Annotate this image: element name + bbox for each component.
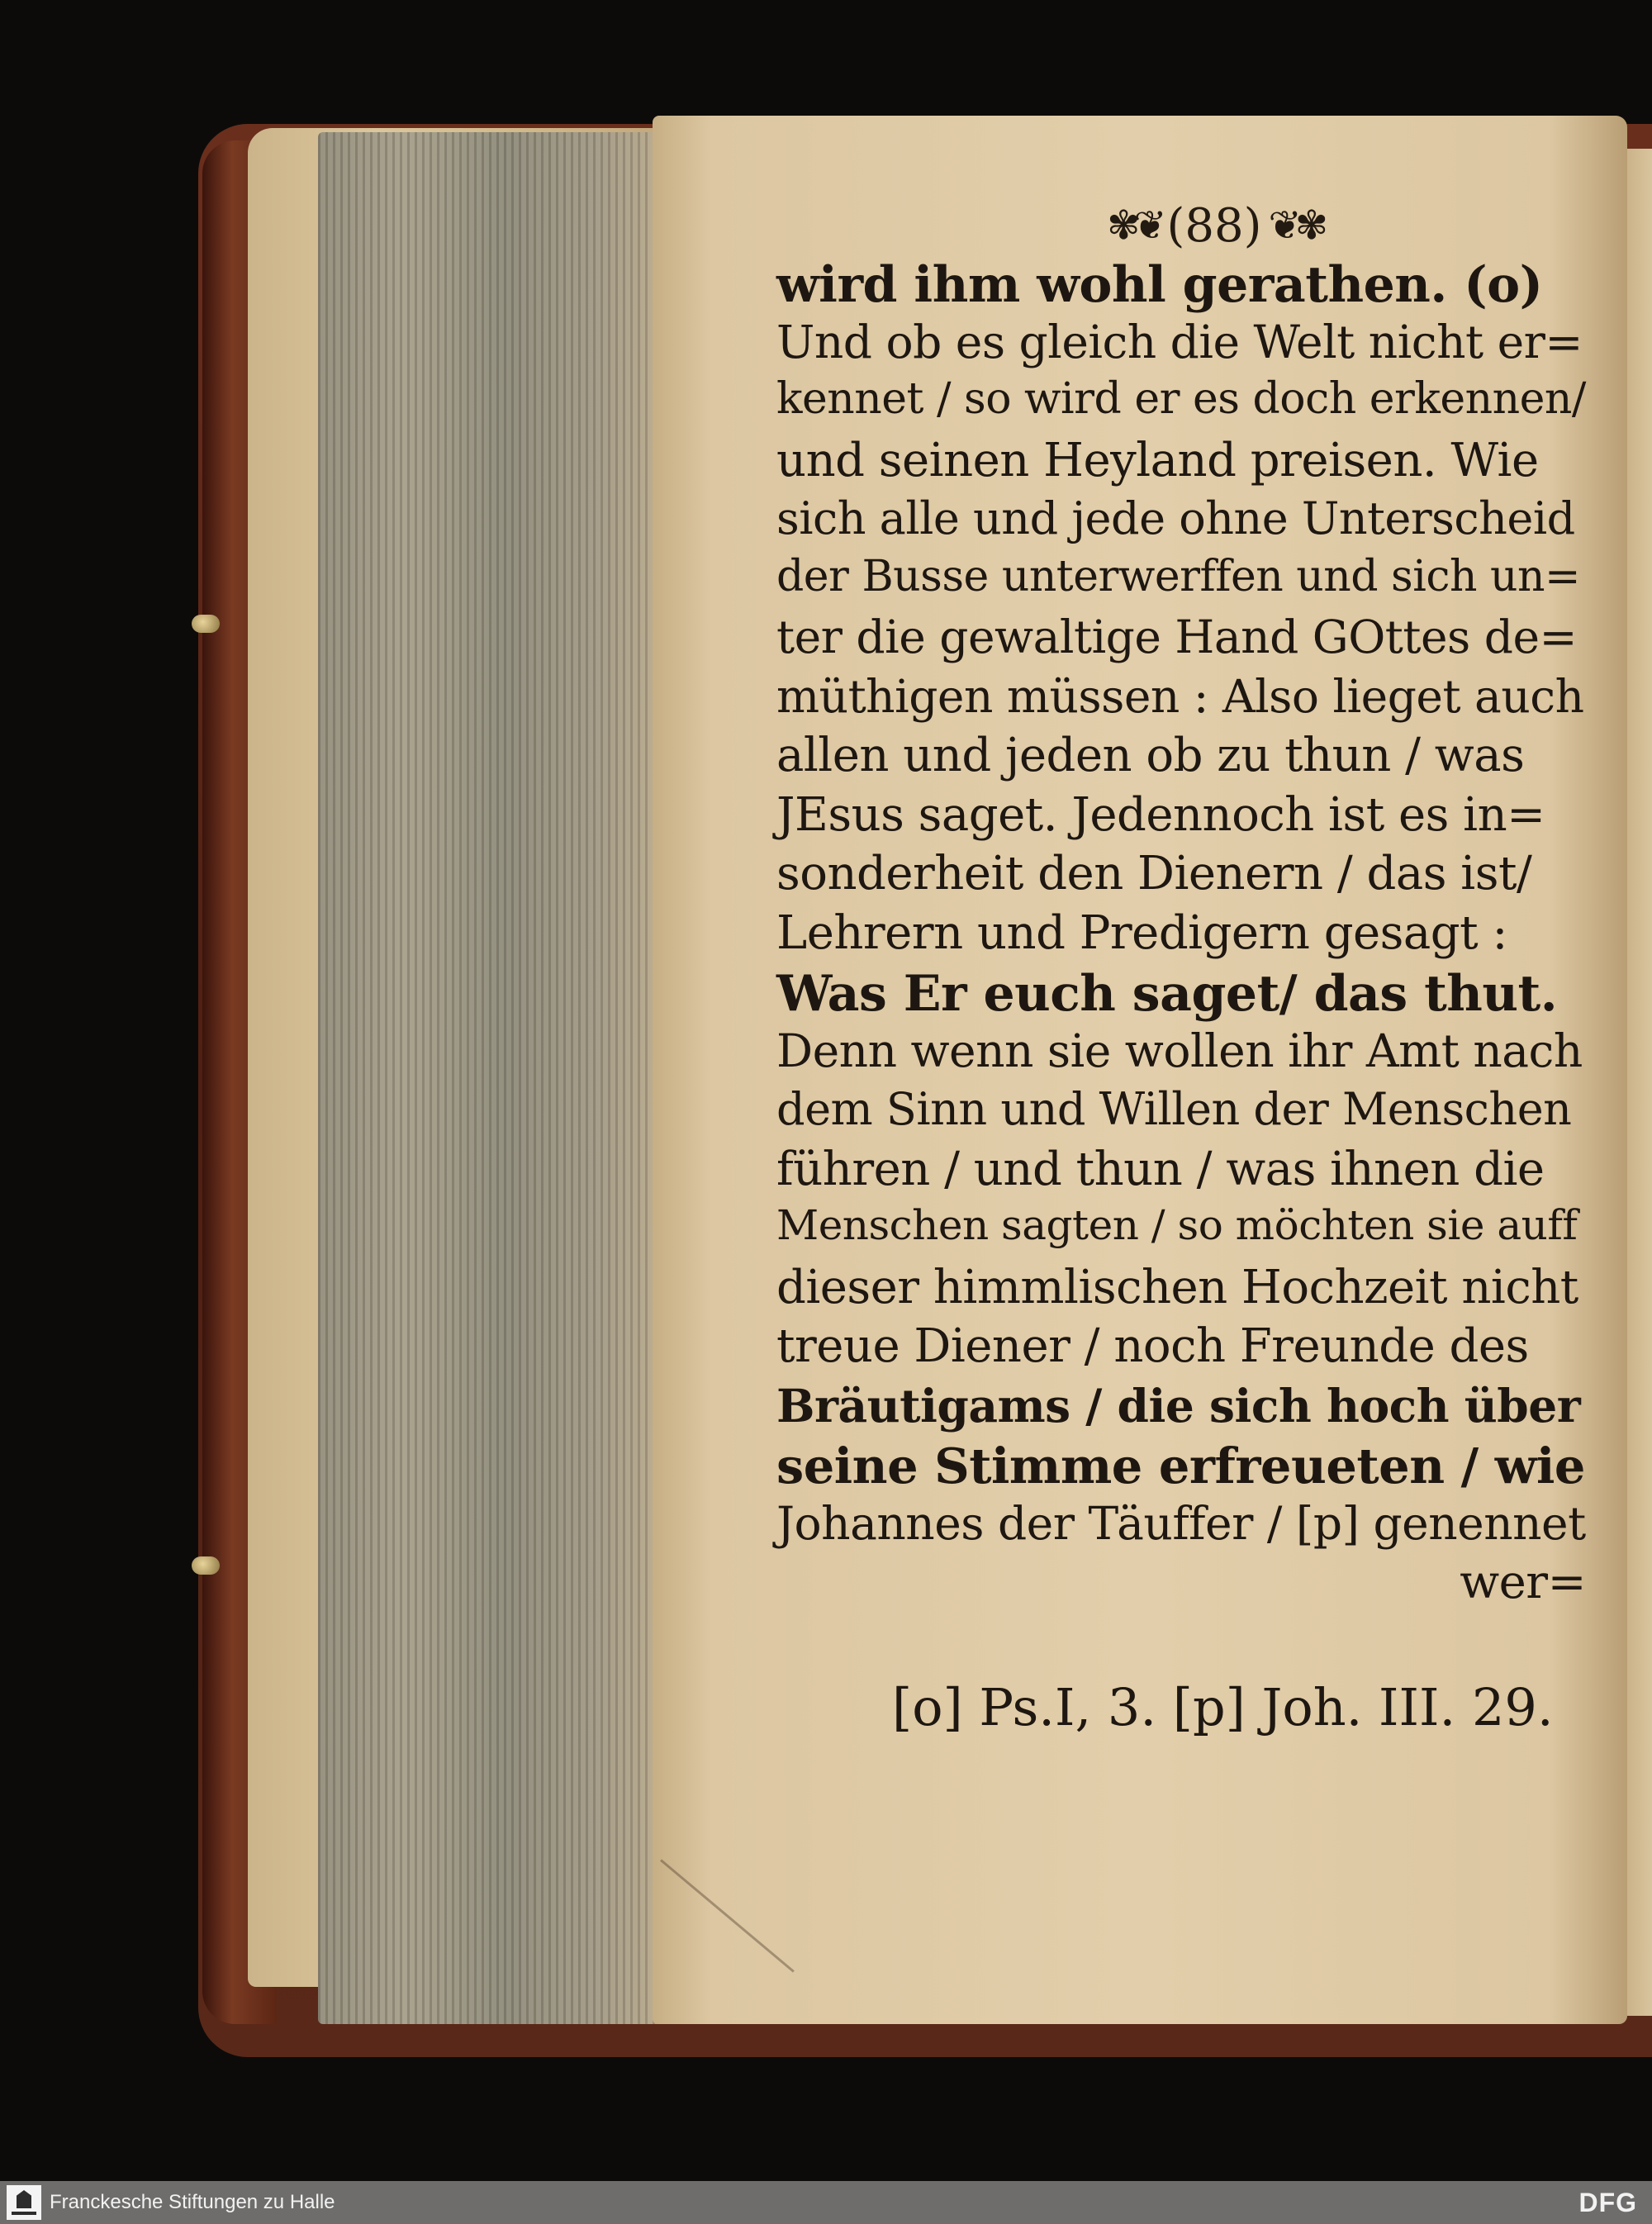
text-line: Menschen sagten / so möchten sie auff: [776, 1201, 1578, 1249]
text-line: seine Stimme erfreueten / wie: [776, 1438, 1585, 1495]
footnote-references: [o] Ps.I, 3. [p] Joh. III. 29.: [892, 1677, 1554, 1737]
text-line: sonderheit den Dienern / das ist/: [776, 847, 1532, 901]
catchword: wer=: [1460, 1556, 1586, 1609]
text-line: kennet / so wird er es doch erkennen/: [776, 374, 1586, 424]
page-edges: [318, 132, 661, 2024]
footer-bar: [0, 2181, 1652, 2224]
clasp-bottom: [192, 1556, 220, 1575]
text-line: ter die gewaltige Hand GOttes de=: [776, 611, 1578, 663]
text-line: Und ob es gleich die Welt nicht er=: [776, 315, 1583, 368]
text-line: der Busse unterwerffen und sich un=: [776, 551, 1581, 601]
text-line: dem Sinn und Willen der Menschen: [776, 1083, 1572, 1135]
text-line: Lehrern und Predigern gesagt :: [776, 905, 1507, 960]
text-line: Was Er euch saget/ das thut.: [776, 965, 1558, 1023]
page-body: [776, 256, 1586, 1615]
text-line: Bräutigams / die sich hoch über: [776, 1378, 1581, 1433]
institution-logo-icon: [7, 2185, 41, 2220]
text-line: wird ihm wohl gerathen. (o): [776, 256, 1543, 314]
text-line: allen und jeden ob zu thun / was: [776, 729, 1525, 782]
page-header: [1066, 197, 1363, 254]
text-line: und seinen Heyland preisen. Wie: [776, 433, 1539, 487]
header-ornament-right-icon: ❦✾: [1268, 202, 1322, 249]
text-line: sich alle und jede ohne Unterscheid: [776, 492, 1575, 544]
institution-name: Franckesche Stiftungen zu Halle: [50, 2191, 335, 2213]
dfg-logo: DFG: [1578, 2188, 1637, 2217]
text-line: Denn wenn sie wollen ihr Amt nach: [776, 1024, 1583, 1077]
text-line: JEsus saget. Jedennoch ist es in=: [776, 787, 1545, 842]
text-line: müthigen müssen : Also lieget auch: [776, 669, 1584, 723]
text-line: Johannes der Täuffer / [p] genennet: [776, 1496, 1586, 1550]
text-line: treue Diener / noch Freunde des: [776, 1319, 1529, 1373]
header-ornament-left-icon: ✾❦: [1107, 202, 1161, 249]
clasp-top: [192, 615, 220, 633]
text-line: führen / und thun / was ihnen die: [776, 1142, 1545, 1196]
page-number: (88): [1166, 198, 1262, 253]
text-line: dieser himmlischen Hochzeit nicht: [776, 1260, 1578, 1314]
